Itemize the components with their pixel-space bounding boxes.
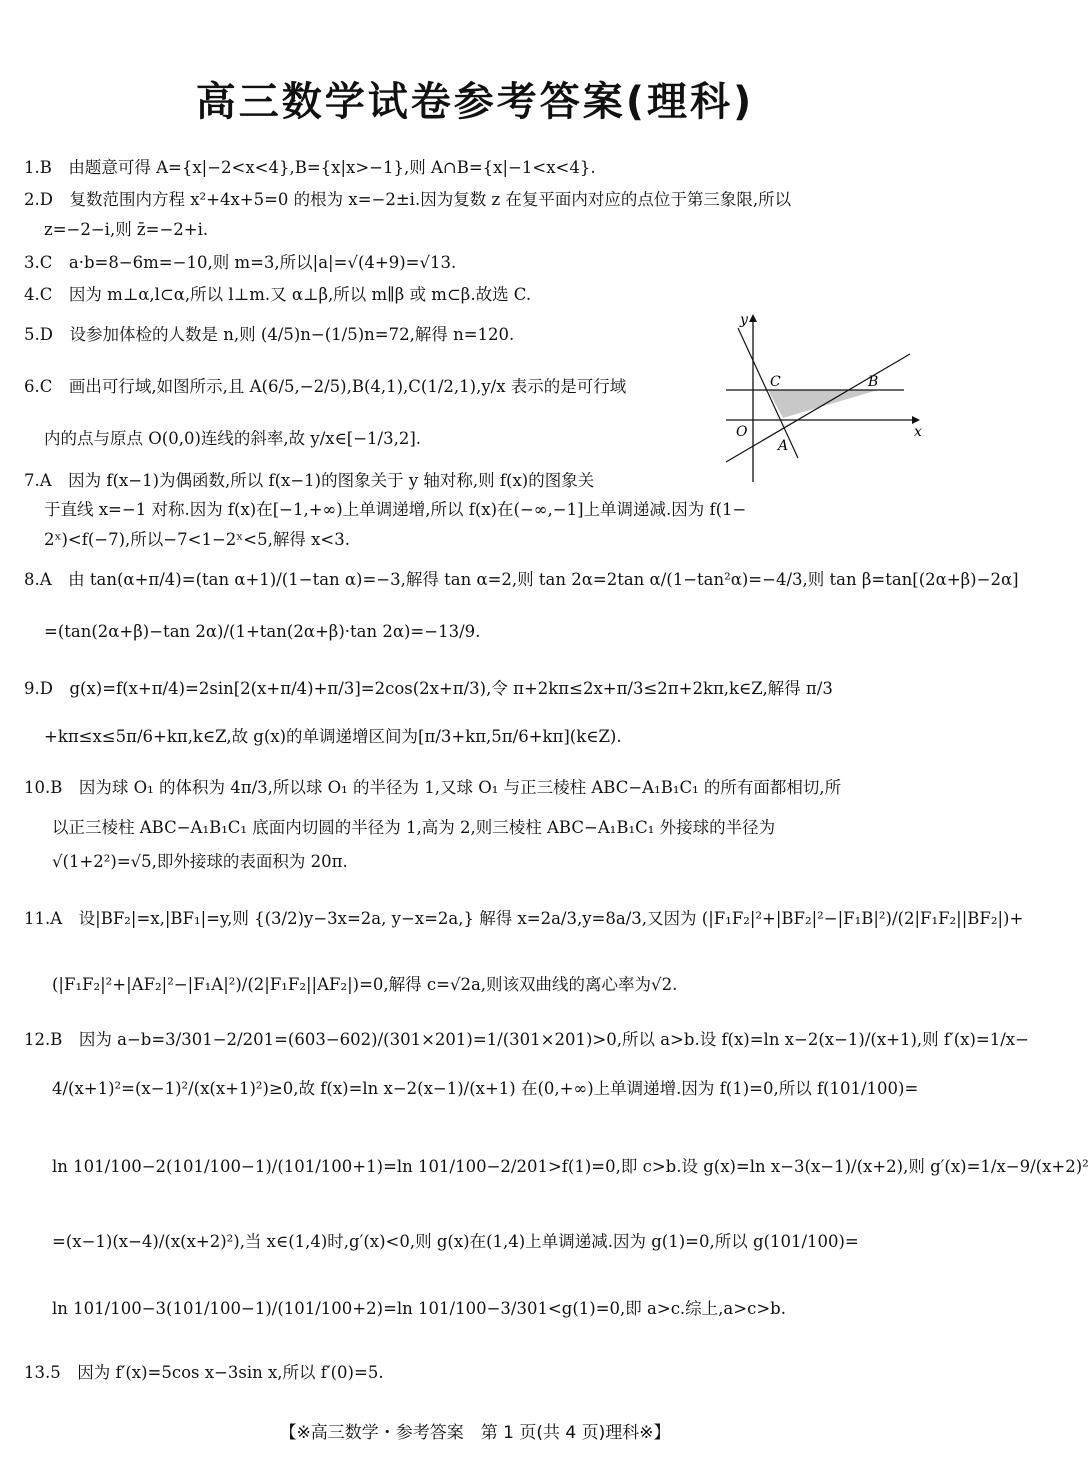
answer-line: 9.D g(x)=f(x+π/4)=2sin[2(x+π/4)+π/3]=2cos(2x+π/3),令 π+2kπ≤2x+π/3≤2π+2kπ,k∈Z,解得 π/3 — [24, 679, 833, 698]
answer-line: 6.C 画出可行域,如图所示,且 A(6/5,−2/5),B(4,1),C(1/2,1),y/x 表示的是可行域 — [24, 377, 627, 396]
answer-line: ln 101/100−2(101/100−1)/(101/100+1)=ln 101/100−2/201>f(1)=0,即 c>b.设 g(x)=ln x−3(x−1)/(x+2),则 g′(x)=1/x−9/(x+2)² — [52, 1157, 1089, 1176]
answer-line: 10.B 因为球 O₁ 的体积为 4π/3,所以球 O₁ 的半径为 1,又球 O₁ 与正三棱柱 ABC−A₁B₁C₁ 的所有面都相切,所 — [24, 778, 842, 797]
answer-line: 于直线 x=−1 对称.因为 f(x)在[−1,+∞)上单调递增,所以 f(x)在(−∞,−1]上单调递减.因为 f(1− — [44, 500, 747, 519]
feasible-region — [768, 390, 878, 418]
label-a: A — [778, 438, 789, 454]
page-title: 高三数学试卷参考答案(理科) — [195, 79, 755, 125]
label-x: x — [914, 424, 922, 440]
answer-line: 1.B 由题意可得 A={x|−2<x<4},B={x|x>−1},则 A∩B={x|−1<x<4}. — [24, 158, 596, 177]
page-footer: 【※高三数学・参考答案 第 1 页(共 4 页)理科※】 — [279, 1423, 671, 1443]
answer-line: ln 101/100−3(101/100−1)/(101/100+2)=ln 101/100−3/301<g(1)=0,即 a>c.综上,a>c>b. — [52, 1299, 786, 1318]
feasible-region-graph — [718, 312, 928, 492]
label-y: y — [740, 312, 748, 328]
label-b: B — [868, 374, 879, 390]
label-c: C — [770, 374, 781, 390]
answer-line: 13.5 因为 f′(x)=5cos x−3sin x,所以 f′(0)=5. — [24, 1363, 384, 1382]
answer-line: =(tan(2α+β)−tan 2α)/(1+tan(2α+β)·tan 2α)=−13/9. — [44, 622, 481, 641]
answer-line: 5.D 设参加体检的人数是 n,则 (4/5)n−(1/5)n=72,解得 n=120. — [24, 325, 515, 344]
answer-line: +kπ≤x≤5π/6+kπ,k∈Z,故 g(x)的单调递增区间为[π/3+kπ,5π/6+kπ](k∈Z). — [44, 727, 622, 746]
label-o: O — [736, 424, 748, 440]
answer-line: =(x−1)(x−4)/(x(x+2)²),当 x∈(1,4)时,g′(x)<0,则 g(x)在(1,4)上单调递减.因为 g(1)=0,所以 g(101/100)= — [52, 1232, 859, 1251]
answer-line: 以正三棱柱 ABC−A₁B₁C₁ 底面内切圆的半径为 1,高为 2,则三棱柱 ABC−A₁B₁C₁ 外接球的半径为 — [52, 818, 776, 837]
answer-line: (|F₁F₂|²+|AF₂|²−|F₁A|²)/(2|F₁F₂||AF₂|)=0,解得 c=√2a,则该双曲线的离心率为√2. — [52, 975, 678, 994]
answer-line: 3.C a·b=8−6m=−10,则 m=3,所以|a|=√(4+9)=√13. — [24, 253, 457, 272]
answer-line: 4/(x+1)²=(x−1)²/(x(x+1)²)≥0,故 f(x)=ln x−2(x−1)/(x+1) 在(0,+∞)上单调递增.因为 f(1)=0,所以 f(101/100)= — [52, 1079, 919, 1098]
answer-line: 11.A 设|BF₂|=x,|BF₁|=y,则 {(3/2)y−3x=2a, y−x=2a,} 解得 x=2a/3,y=8a/3,又因为 (|F₁F₂|²+|BF₂|²−|F₁B|²)/(2|F₁F₂||BF₂|)+ — [24, 909, 1024, 928]
answer-line: z=−2−i,则 z̄=−2+i. — [44, 220, 209, 239]
x-axis-arrow — [912, 416, 920, 424]
answer-line: 4.C 因为 m⊥α,l⊂α,所以 l⊥m.又 α⊥β,所以 m∥β 或 m⊂β.故选 C. — [24, 285, 532, 304]
answer-line: 2.D 复数范围内方程 x²+4x+5=0 的根为 x=−2±i.因为复数 z 在复平面内对应的点位于第三象限,所以 — [24, 190, 792, 209]
answer-line: 内的点与原点 O(0,0)连线的斜率,故 y/x∈[−1/3,2]. — [44, 429, 422, 448]
answer-line: 2ˣ)<f(−7),所以−7<1−2ˣ<5,解得 x<3. — [44, 530, 350, 549]
answer-line: 7.A 因为 f(x−1)为偶函数,所以 f(x−1)的图象关于 y 轴对称,则 f(x)的图象关 — [24, 471, 595, 490]
answer-line: 8.A 由 tan(α+π/4)=(tan α+1)/(1−tan α)=−3,解得 tan α=2,则 tan 2α=2tan α/(1−tan²α)=−4/3,则 tan β=tan[(2α+β)−2α] — [24, 570, 1019, 589]
answer-line: √(1+2²)=√5,即外接球的表面积为 20π. — [52, 852, 348, 871]
answer-line: 12.B 因为 a−b=3/301−2/201=(603−602)/(301×201)=1/(301×201)>0,所以 a>b.设 f(x)=ln x−2(x−1)/(x+1),则 f′(x)=1/x− — [24, 1030, 1029, 1049]
y-axis-arrow — [749, 314, 757, 322]
